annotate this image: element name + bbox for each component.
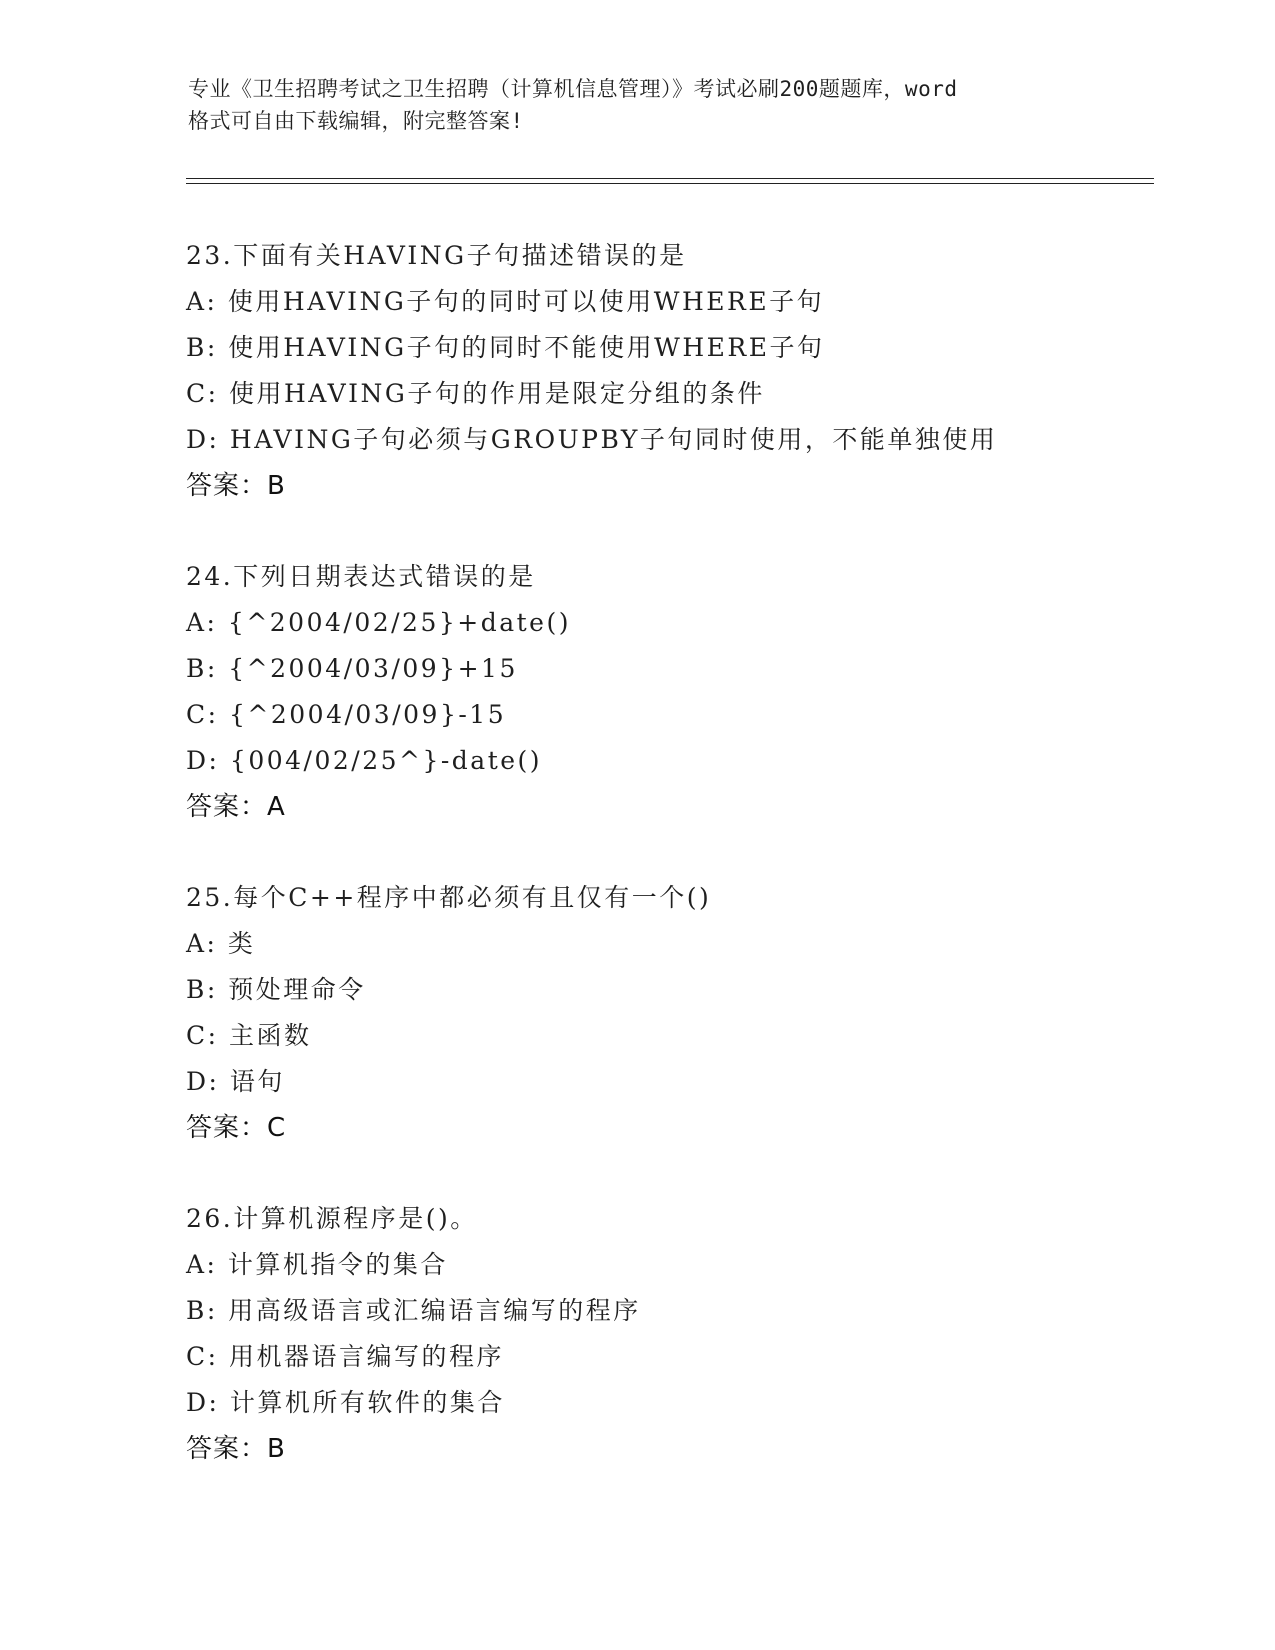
question-stem: 26.计算机源程序是()。 [186, 1204, 478, 1233]
question-stem: 23.下面有关HAVING子句描述错误的是 [186, 241, 687, 270]
option-b: B: 使用HAVING子句的同时不能使用WHERE子句 [186, 333, 825, 362]
question-26 [186, 1196, 1186, 1472]
answer-line: 答案：B [186, 471, 286, 501]
question-25 [186, 875, 1186, 1151]
option-d: D: 语句 [186, 1067, 285, 1096]
answer-line: 答案：C [186, 1113, 287, 1143]
option-a: A: 类 [186, 929, 256, 958]
header-line-2: 格式可自由下载编辑，附完整答案! [188, 109, 524, 133]
option-d: D: 计算机所有软件的集合 [186, 1388, 505, 1417]
option-a: A: 计算机指令的集合 [186, 1250, 448, 1279]
document-header [188, 73, 1088, 137]
option-c: C: {^2004/03/09}-15 [186, 700, 507, 729]
header-divider-top [186, 178, 1154, 179]
header-divider-bottom [186, 183, 1154, 184]
question-stem: 25.每个C++程序中都必须有且仅有一个() [186, 883, 712, 912]
option-c: C: 使用HAVING子句的作用是限定分组的条件 [186, 379, 765, 408]
question-stem: 24.下列日期表达式错误的是 [186, 562, 536, 591]
option-b: B: 预处理命令 [186, 975, 366, 1004]
option-c: C: 主函数 [186, 1021, 312, 1050]
answer-line: 答案：B [186, 1434, 286, 1464]
option-d: D: {004/02/25^}-date() [186, 746, 543, 775]
header-line-1: 专业《卫生招聘考试之卫生招聘（计算机信息管理）》考试必刷200题题库，word [188, 77, 958, 101]
question-24 [186, 554, 1186, 830]
option-b: B: 用高级语言或汇编语言编写的程序 [186, 1296, 641, 1325]
question-23 [186, 233, 1186, 509]
option-a: A: 使用HAVING子句的同时可以使用WHERE子句 [186, 287, 825, 316]
option-b: B: {^2004/03/09}+15 [186, 654, 518, 683]
option-c: C: 用机器语言编写的程序 [186, 1342, 504, 1371]
option-d: D: HAVING子句必须与GROUPBY子句同时使用，不能单独使用 [186, 425, 998, 454]
answer-line: 答案：A [186, 792, 286, 822]
option-a: A: {^2004/02/25}+date() [186, 608, 571, 637]
